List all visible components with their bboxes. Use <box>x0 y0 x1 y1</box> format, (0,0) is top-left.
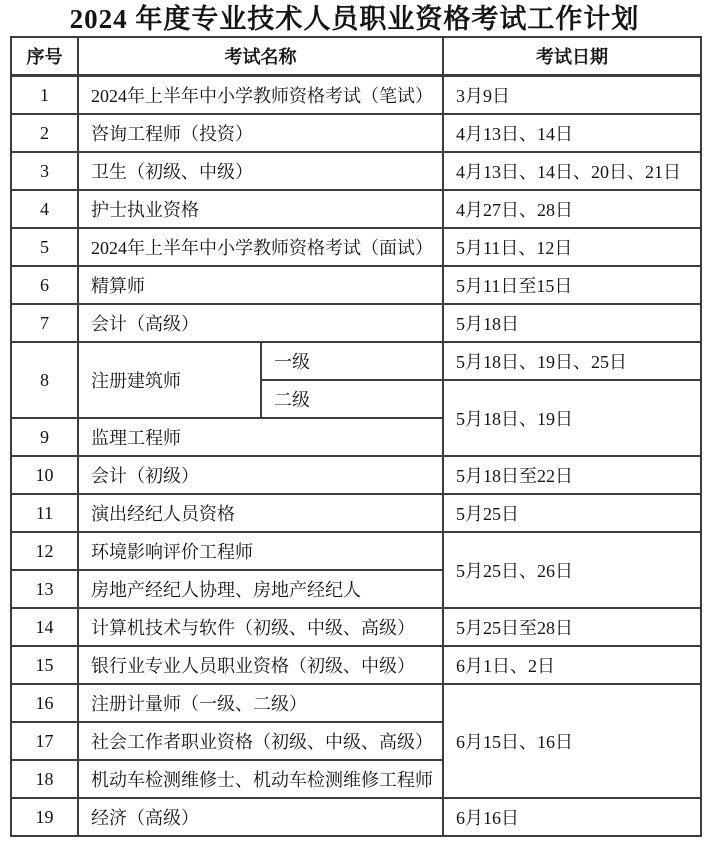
exam-schedule-table <box>10 36 702 837</box>
exam-name-cell: 演出经纪人员资格 <box>78 494 443 532</box>
header-index: 序号 <box>11 37 78 76</box>
exam-name-cell: 精算师 <box>78 266 443 304</box>
exam-name-cell: 2024年上半年中小学教师资格考试（面试） <box>78 228 443 266</box>
exam-name-cell: 社会工作者职业资格（初级、中级、高级） <box>78 722 443 760</box>
row-index-cell: 1 <box>11 76 78 115</box>
row-index-cell: 12 <box>11 532 78 570</box>
table-row <box>11 684 701 722</box>
exam-name-cell: 会计（高级） <box>78 304 443 342</box>
row-index-cell: 18 <box>11 760 78 798</box>
header-exam-name: 考试名称 <box>78 37 443 76</box>
header-row <box>11 37 701 76</box>
table-row <box>11 76 701 115</box>
exam-name-cell: 银行业专业人员职业资格（初级、中级） <box>78 646 443 684</box>
exam-date-cell: 5月11日、12日 <box>443 228 701 266</box>
table-row <box>11 532 701 570</box>
exam-date-cell: 5月18日、19日、25日 <box>443 342 701 380</box>
table-row <box>11 608 701 646</box>
exam-name-cell: 注册建筑师 <box>78 342 261 418</box>
exam-date-cell: 6月15日、16日 <box>443 684 701 798</box>
table-row <box>11 114 701 152</box>
row-index-cell: 2 <box>11 114 78 152</box>
row-index-cell: 8 <box>11 342 78 418</box>
row-index-cell: 11 <box>11 494 78 532</box>
row-index-cell: 6 <box>11 266 78 304</box>
row-index-cell: 7 <box>11 304 78 342</box>
exam-date-cell: 5月25日 <box>443 494 701 532</box>
exam-date-cell: 5月18日至22日 <box>443 456 701 494</box>
exam-level-cell: 一级 <box>261 342 443 380</box>
row-index-cell: 9 <box>11 418 78 456</box>
exam-date-cell: 5月25日、26日 <box>443 532 701 608</box>
table-row <box>11 190 701 228</box>
table-row <box>11 456 701 494</box>
row-index-cell: 16 <box>11 684 78 722</box>
exam-name-cell: 监理工程师 <box>78 418 443 456</box>
exam-name-cell: 注册计量师（一级、二级） <box>78 684 443 722</box>
exam-name-cell: 卫生（初级、中级） <box>78 152 443 190</box>
exam-date-cell: 6月16日 <box>443 798 701 836</box>
row-index-cell: 15 <box>11 646 78 684</box>
exam-name-cell: 咨询工程师（投资） <box>78 114 443 152</box>
exam-date-cell: 5月18日、19日 <box>443 380 701 456</box>
table-row <box>11 228 701 266</box>
table-row <box>11 494 701 532</box>
page-title: 2024 年度专业技术人员职业资格考试工作计划 <box>69 4 640 34</box>
table-row <box>11 266 701 304</box>
row-index-cell: 14 <box>11 608 78 646</box>
exam-name-cell: 机动车检测维修士、机动车检测维修工程师 <box>78 760 443 798</box>
table-row <box>11 798 701 836</box>
row-index-cell: 19 <box>11 798 78 836</box>
table-row <box>11 342 701 380</box>
exam-date-cell: 3月9日 <box>443 76 701 115</box>
exam-name-cell: 计算机技术与软件（初级、中级、高级） <box>78 608 443 646</box>
header-exam-date: 考试日期 <box>443 37 701 76</box>
table-row <box>11 304 701 342</box>
exam-name-cell: 护士执业资格 <box>78 190 443 228</box>
row-index-cell: 13 <box>11 570 78 608</box>
table-row <box>11 646 701 684</box>
exam-name-cell: 2024年上半年中小学教师资格考试（笔试） <box>78 76 443 115</box>
row-index-cell: 4 <box>11 190 78 228</box>
row-index-cell: 5 <box>11 228 78 266</box>
exam-name-cell: 经济（高级） <box>78 798 443 836</box>
exam-name-cell: 会计（初级） <box>78 456 443 494</box>
exam-date-cell: 5月11日至15日 <box>443 266 701 304</box>
table-row <box>11 152 701 190</box>
exam-date-cell: 6月1日、2日 <box>443 646 701 684</box>
exam-level-cell: 二级 <box>261 380 443 418</box>
row-index-cell: 3 <box>11 152 78 190</box>
exam-date-cell: 4月13日、14日 <box>443 114 701 152</box>
exam-name-cell: 房地产经纪人协理、房地产经纪人 <box>78 570 443 608</box>
exam-date-cell: 5月25日至28日 <box>443 608 701 646</box>
row-index-cell: 17 <box>11 722 78 760</box>
exam-date-cell: 5月18日 <box>443 304 701 342</box>
exam-name-cell: 环境影响评价工程师 <box>78 532 443 570</box>
exam-date-cell: 4月13日、14日、20日、21日 <box>443 152 701 190</box>
row-index-cell: 10 <box>11 456 78 494</box>
exam-date-cell: 4月27日、28日 <box>443 190 701 228</box>
